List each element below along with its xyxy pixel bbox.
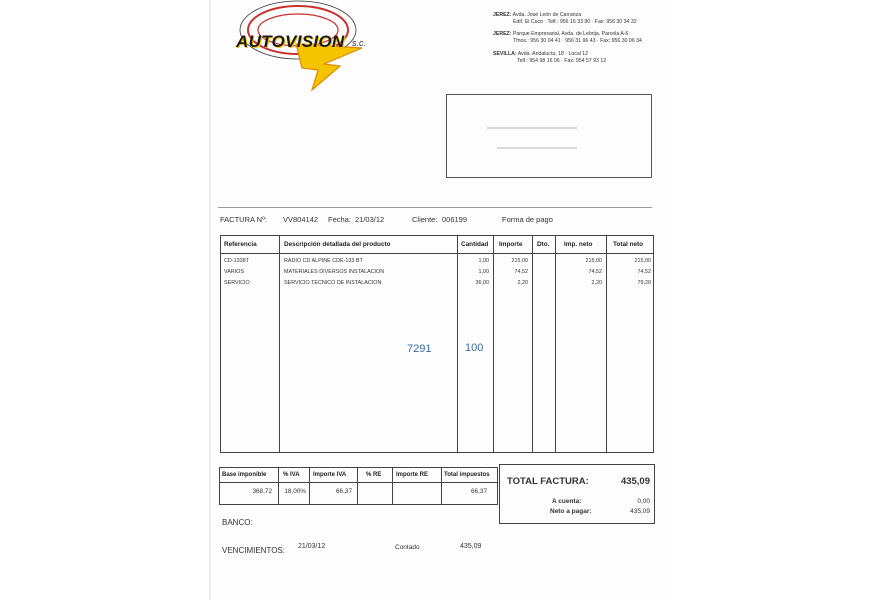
redacted-line xyxy=(487,127,577,129)
row-net: 2,20 xyxy=(591,280,602,286)
address-line: Avda. José León de Carranza xyxy=(512,12,582,18)
tax-iva-amount: 66,37 xyxy=(336,488,352,495)
row-desc: RADIO CD ALPINE CDE-133 BT xyxy=(284,258,363,264)
items-table xyxy=(220,235,654,453)
row-ref: SERVICIO xyxy=(224,280,250,286)
vencimientos-label: VENCIMIENTOS: xyxy=(222,546,285,555)
tax-header: Importe IVA xyxy=(313,472,347,478)
address-sevilla xyxy=(493,51,606,64)
row-ref: VARIOS xyxy=(224,269,244,275)
tax-table xyxy=(219,467,498,505)
redacted-line xyxy=(497,147,577,149)
column-header: Dto. xyxy=(537,241,550,248)
column-divider xyxy=(309,468,310,504)
client-number: 006199 xyxy=(442,215,468,224)
tax-header: Base imponible xyxy=(222,472,267,478)
logo-suffix: s.c. xyxy=(352,38,367,48)
a-cuenta-label: A cuenta: xyxy=(552,498,582,505)
row-net: 74,52 xyxy=(588,269,602,275)
row-qty: 1,00 xyxy=(478,258,489,264)
row-total: 74,52 xyxy=(637,269,651,275)
total-amount: 435,09 xyxy=(620,476,650,487)
address-city: JEREZ: xyxy=(493,31,512,37)
tax-header: % IVA xyxy=(283,472,300,478)
neto-amount: 435,09 xyxy=(630,508,650,515)
tax-header: Total impuestos xyxy=(444,472,490,478)
invoice-number-label: FACTURA Nº: xyxy=(220,215,267,224)
row-net: 215,00 xyxy=(585,258,602,264)
tax-header: % RE xyxy=(366,472,382,478)
column-divider xyxy=(532,236,533,452)
tax-total: 66,37 xyxy=(471,488,487,495)
tax-header: Importe RE xyxy=(396,472,429,478)
column-header: Cantidad xyxy=(461,241,489,248)
row-price: 215,00 xyxy=(511,258,528,264)
column-header: Referencia xyxy=(224,241,257,248)
row-price: 2,20 xyxy=(517,280,528,286)
due-date: 21/03/12 xyxy=(298,543,326,550)
address-city: SEVILLA: xyxy=(493,51,517,57)
column-header: Descripción detallada del producto xyxy=(284,241,391,248)
column-divider xyxy=(392,468,393,504)
row-total: 79,20 xyxy=(637,280,651,286)
due-amount: 435,09 xyxy=(460,543,482,550)
a-cuenta-amount: 0,00 xyxy=(637,498,650,505)
row-qty: 36,00 xyxy=(475,280,489,286)
invoice-date-label: Fecha: xyxy=(328,215,351,224)
row-desc: MATERIALES DIVERSOS INSTALACION xyxy=(284,269,385,275)
address-city: JEREZ: xyxy=(493,12,512,18)
row-price: 74,52 xyxy=(514,269,528,275)
header-divider xyxy=(221,253,653,254)
column-divider xyxy=(357,468,358,504)
overlay-number-left: 7291 xyxy=(407,343,432,355)
column-header: Total neto xyxy=(613,241,644,248)
column-divider xyxy=(279,236,280,452)
column-divider xyxy=(278,468,279,504)
row-total: 215,00 xyxy=(634,258,651,264)
tax-iva-pct: 18,00% xyxy=(284,488,306,495)
column-divider xyxy=(441,468,442,504)
total-label: TOTAL FACTURA: xyxy=(507,476,589,487)
neto-label: Neto a pagar: xyxy=(550,508,592,515)
address-line: Telf.: 954 98 16 06 · Fax: 954 57 93 12 xyxy=(517,57,607,64)
tax-base: 368,72 xyxy=(252,488,272,495)
column-header: Imp. neto xyxy=(564,241,593,248)
totals-box xyxy=(499,464,655,524)
invoice-date: 21/03/12 xyxy=(355,215,385,224)
banco-label: BANCO: xyxy=(222,518,253,527)
row-qty: 1,00 xyxy=(478,269,489,275)
address-line: Edif. El Cuco · Telf.: 956 16 33 90 · Fax: 956 30 34 32 xyxy=(513,18,637,25)
logo-wordmark: AUTOVISION xyxy=(236,32,345,51)
column-header: Importe xyxy=(499,241,523,248)
client-label: Cliente: xyxy=(412,215,438,224)
due-method: Contado xyxy=(395,544,420,551)
address-jerez-1 xyxy=(493,12,637,25)
address-jerez-2 xyxy=(493,31,642,44)
invoice-number: VV804142 xyxy=(283,215,319,224)
row-ref: CD-1338T xyxy=(224,258,249,264)
client-address-box xyxy=(446,94,652,178)
address-line: Tfnos.: 956 30 04 41 · 956 31 96 43 · Fax: 956 30 06 34 xyxy=(513,37,642,44)
row-desc: SERVICIO TECNICO DE INSTALACION xyxy=(284,280,382,286)
address-line: Parque Empresarial, Avda. de Lebrija, Parcela A-6 xyxy=(512,31,629,37)
address-line: Avda. Andalucía, 18 · Local 12 xyxy=(517,51,589,57)
header-divider xyxy=(220,482,497,483)
overlay-number-right: 100 xyxy=(465,342,484,354)
payment-method-label: Forma de pago xyxy=(502,215,553,224)
header-rule xyxy=(218,207,652,208)
